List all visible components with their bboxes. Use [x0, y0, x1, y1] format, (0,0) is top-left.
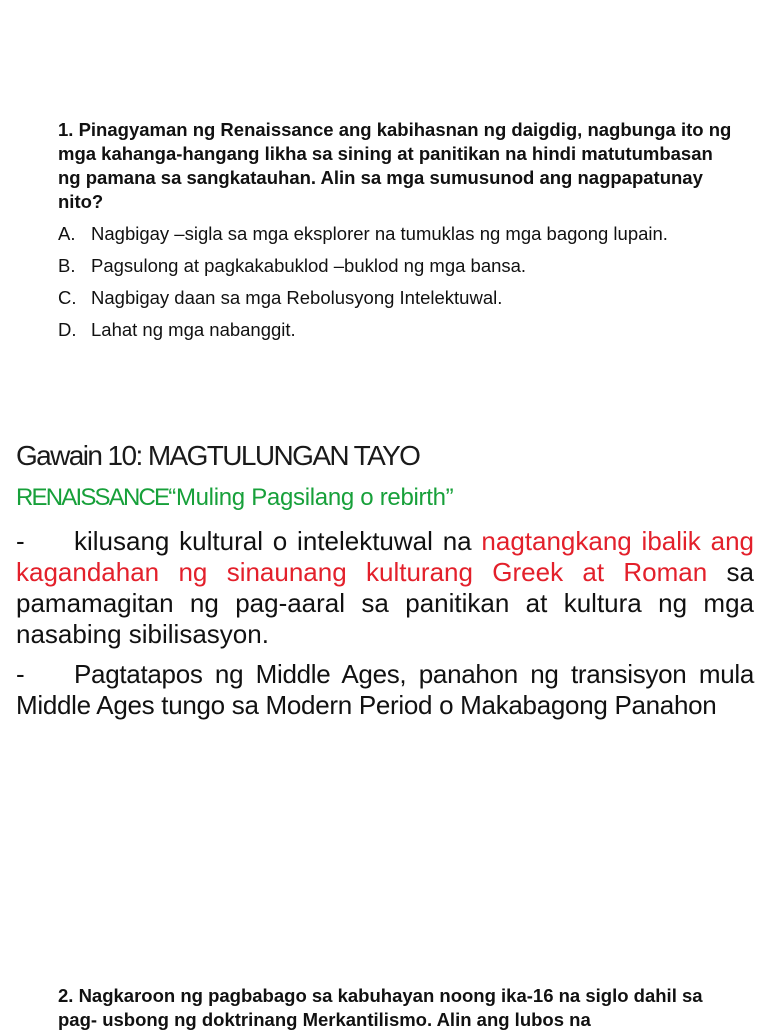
choice-c: [58, 286, 698, 310]
renaissance-definition-heading: [16, 484, 453, 512]
choice-letter: D.: [58, 319, 77, 340]
bullet-paragraph-1: [16, 526, 754, 650]
question-2-stem: 2. Nagkaroon ng pagbabago sa kabuhayan noong ika-16 na siglo dahil sa pag- usbong ng doktrinang Merkantilismo. Alin ang lubos na: [58, 985, 703, 1030]
activity-title: Gawain 10: MAGTULUNGAN TAYO: [16, 440, 420, 471]
choice-a: [58, 222, 698, 246]
choice-text: Nagbigay –sigla sa mga eksplorer na tumuklas ng mga bagong lupain.: [91, 223, 668, 244]
choice-text: Lahat ng mga nabanggit.: [91, 319, 296, 340]
bullet-paragraph-2: [16, 659, 754, 721]
renaissance-word: RENAISSANCE: [16, 484, 169, 511]
choice-b: [58, 254, 698, 278]
bullet-2-text: Pagtatapos ng Middle Ages, panahon ng transisyon mula Middle Ages tungo sa Modern Period o Makabagong Panahon: [16, 659, 754, 720]
bullet-1-text-end: sa pamamagitan ng pag-aaral sa panitikan at kultura ng mga nasabing sibilisasyon.: [16, 557, 754, 649]
choice-letter: B.: [58, 255, 76, 276]
question-1-choices: [58, 222, 698, 350]
bullet-dash: -: [16, 659, 25, 689]
question-1-stem: 1. Pinagyaman ng Renaissance ang kabihasnan ng daigdig, nagbunga ito ng mga kahanga-hangang likha sa sining at panitikan na hindi matutumbasan ng pamana sa sangkatauhan. Alin sa mga sumusunod ang nagpapatunay nito?: [58, 119, 732, 212]
renaissance-meaning: “Muling Pagsilang o rebirth”: [168, 484, 454, 511]
choice-d: [58, 318, 698, 342]
choice-letter: C.: [58, 287, 77, 308]
choice-text: Pagsulong at pagkakabuklod –buklod ng mga bansa.: [91, 255, 527, 276]
bullet-dash: -: [16, 526, 25, 556]
choice-letter: A.: [58, 223, 76, 244]
bullet-1-highlight: nagtangkang ibalik ang kagandahan ng sinaunang kulturang Greek at Roman: [16, 526, 754, 587]
bullet-1-text-start: kilusang kultural o intelektuwal na: [74, 526, 482, 556]
choice-text: Nagbigay daan sa mga Rebolusyong Intelektuwal.: [91, 287, 503, 308]
